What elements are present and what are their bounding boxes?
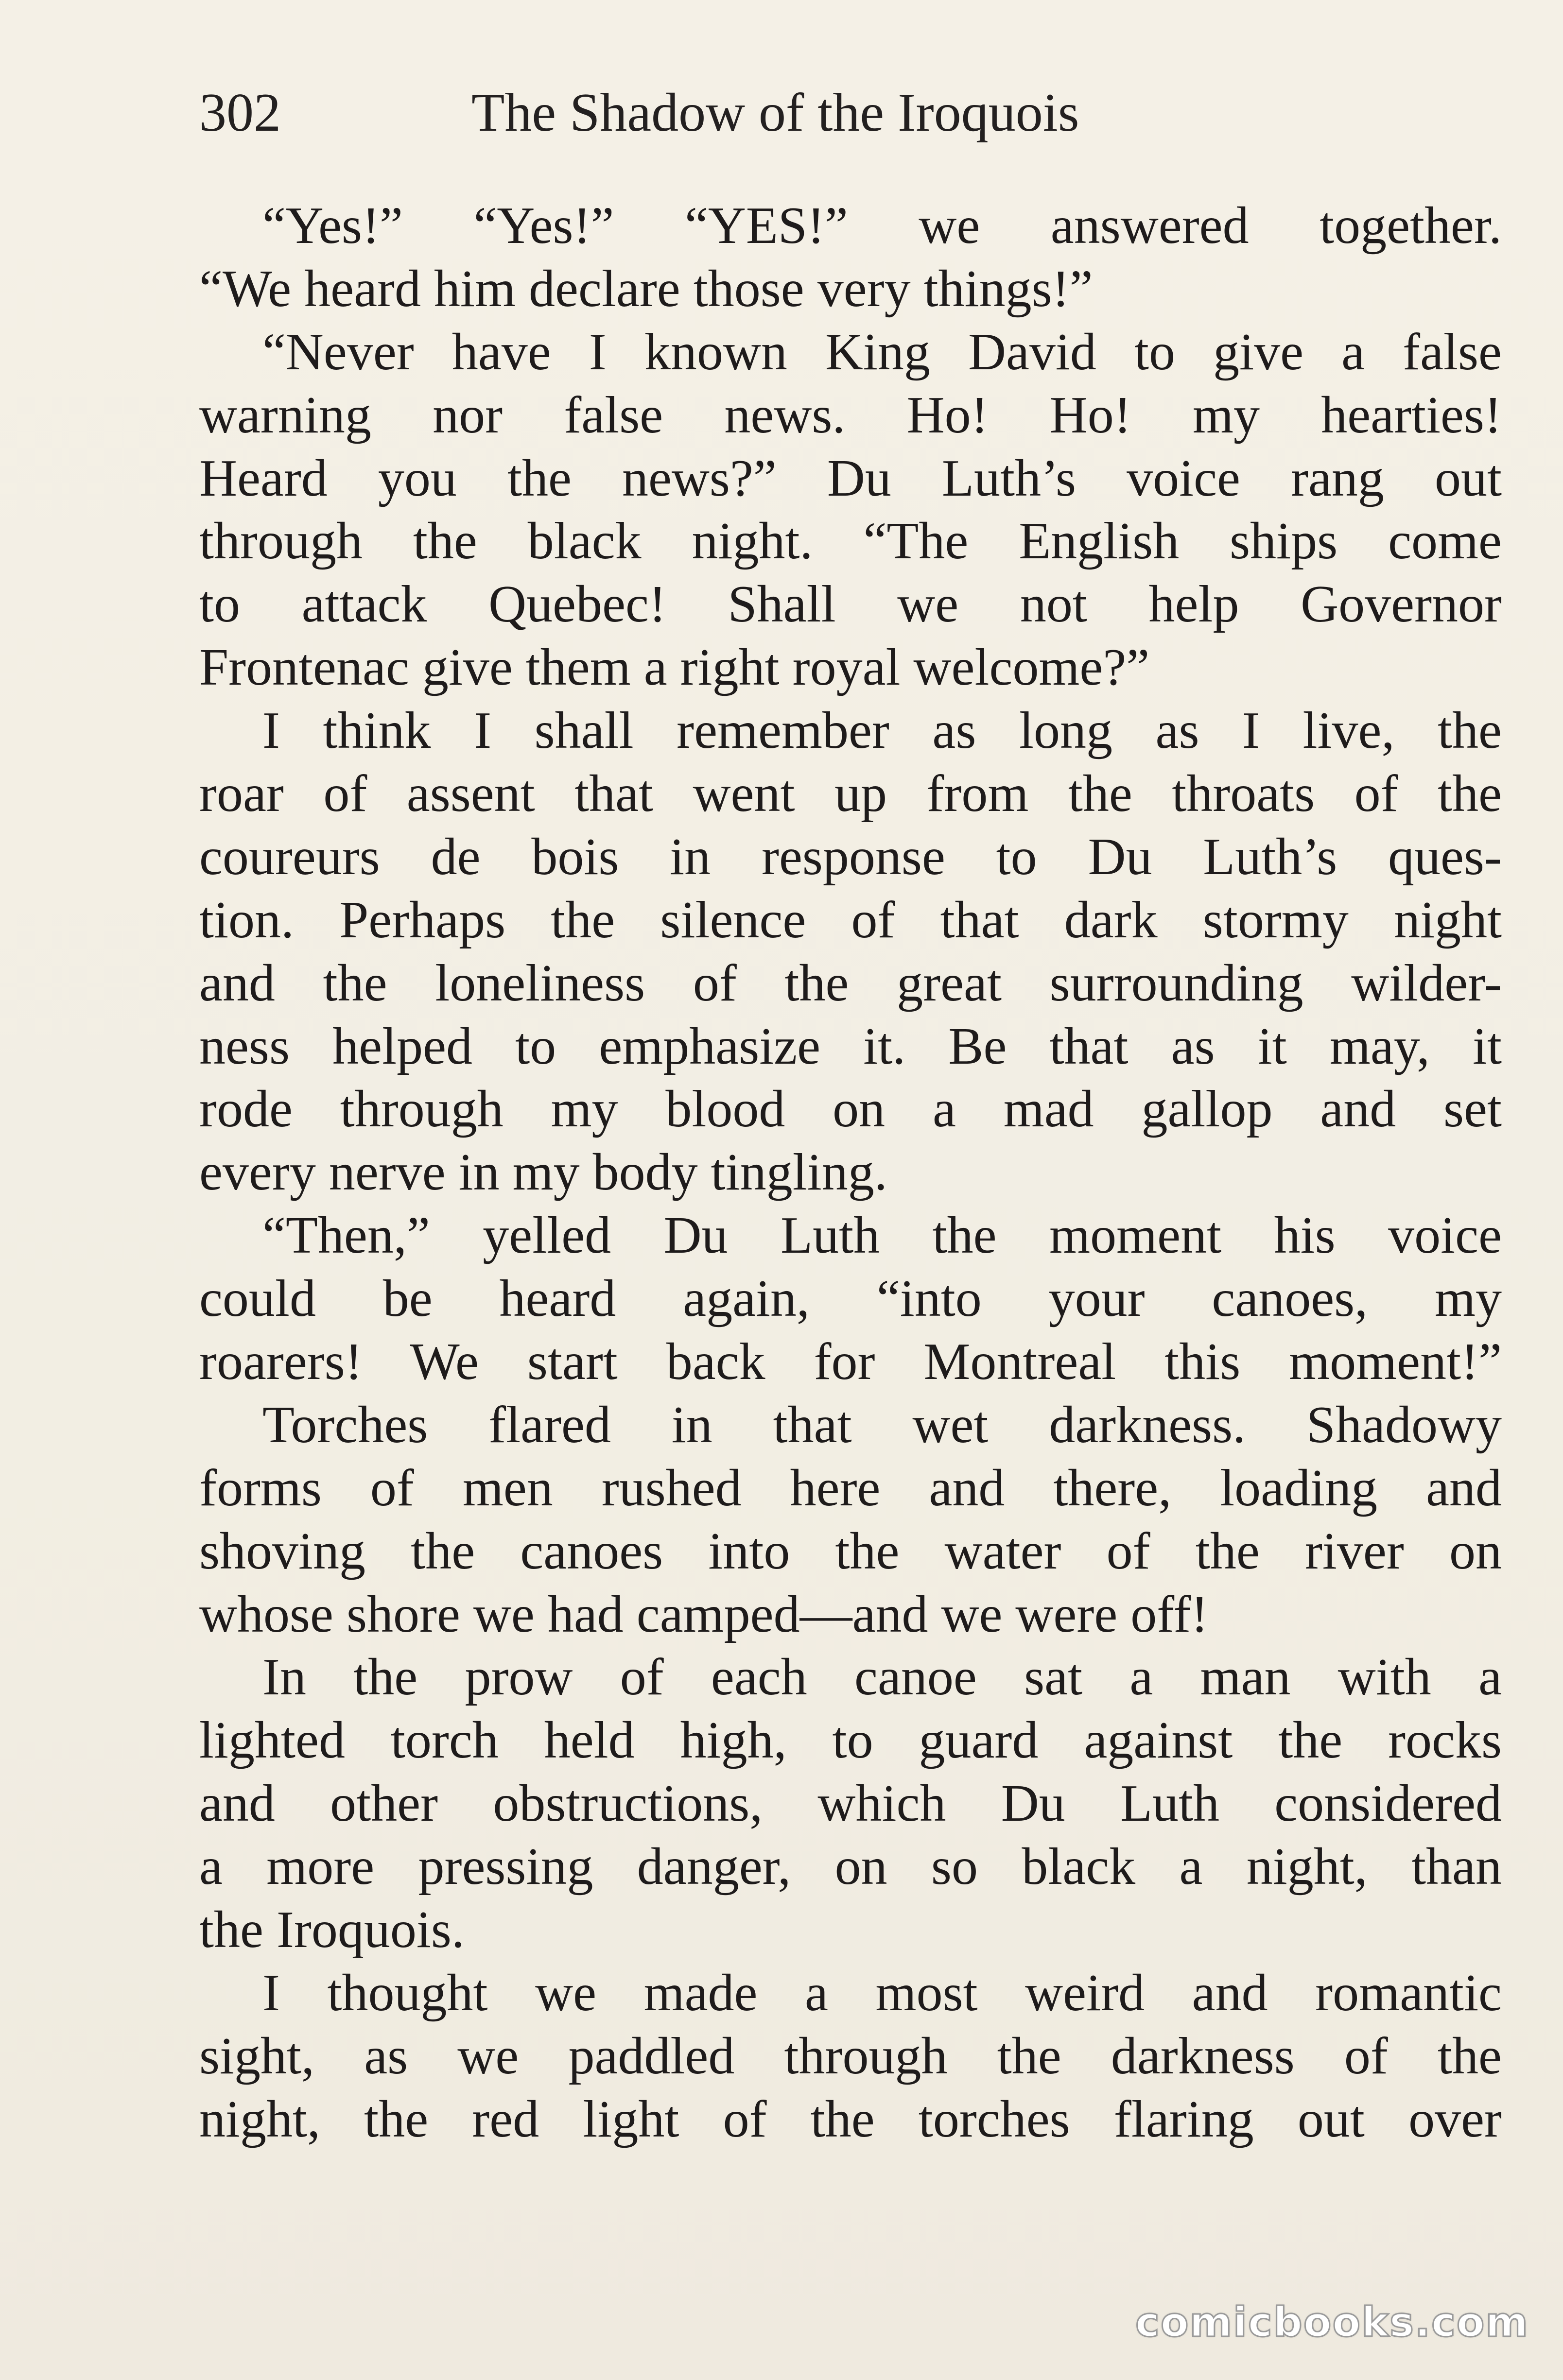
text-line: Frontenac give them a right royal welcome?”: [199, 638, 1150, 697]
text-line: night, the red light of the torches flaring out over: [199, 2090, 1502, 2148]
text-line: roar of assent that went up from the throats of the: [199, 765, 1502, 823]
text-line: “Yes!” “Yes!” “YES!” we answered together.: [262, 197, 1502, 255]
text-line: “Never have I known King David to give a false: [262, 323, 1502, 381]
text-line: every nerve in my body tingling.: [199, 1143, 887, 1202]
running-title: The Shadow of the Iroquois: [471, 83, 1079, 143]
text-line: the Iroquois.: [199, 1901, 465, 1959]
text-line: I thought we made a most weird and romantic: [262, 1964, 1502, 2022]
text-line: sight, as we paddled through the darkness of the: [199, 2027, 1502, 2085]
watermark-logo: comicbooks.com: [1135, 2298, 1529, 2346]
text-line: Torches flared in that wet darkness. Shadowy: [262, 1396, 1502, 1454]
text-line: Heard you the news?” Du Luth’s voice rang out: [199, 449, 1502, 507]
text-line: forms of men rushed here and there, loading and: [199, 1459, 1502, 1517]
text-line: whose shore we had camped—and we were off!: [199, 1585, 1209, 1643]
text-line: and the loneliness of the great surrounding wilder-: [199, 954, 1502, 1012]
text-line: coureurs de bois in response to Du Luth’s ques-: [199, 828, 1502, 886]
text-line: “We heard him declare those very things!”: [199, 259, 1093, 318]
body-text: [199, 194, 1502, 2151]
text-line: to attack Quebec! Shall we not help Governor: [199, 575, 1502, 634]
page-number: 302: [199, 83, 281, 143]
text-line: warning nor false news. Ho! Ho! my hearties!: [199, 386, 1502, 444]
text-line: shoving the canoes into the water of the river on: [199, 1522, 1502, 1580]
text-line: tion. Perhaps the silence of that dark stormy night: [199, 891, 1502, 949]
text-line: I think I shall remember as long as I live, the: [262, 702, 1502, 760]
text-line: a more pressing danger, on so black a night, than: [199, 1838, 1502, 1896]
text-line: roarers! We start back for Montreal this moment!”: [199, 1333, 1502, 1391]
text-line: rode through my blood on a mad gallop and set: [199, 1080, 1502, 1138]
running-head: [199, 82, 1497, 155]
text-line: ness helped to emphasize it. Be that as it may, it: [199, 1017, 1502, 1075]
text-line: In the prow of each canoe sat a man with a: [262, 1648, 1502, 1707]
text-line: could be heard again, “into your canoes, my: [199, 1270, 1502, 1328]
text-line: and other obstructions, which Du Luth considered: [199, 1775, 1502, 1833]
text-line: lighted torch held high, to guard against the rocks: [199, 1711, 1502, 1770]
text-line: “Then,” yelled Du Luth the moment his voice: [262, 1207, 1502, 1265]
text-line: through the black night. “The English ships come: [199, 512, 1502, 570]
